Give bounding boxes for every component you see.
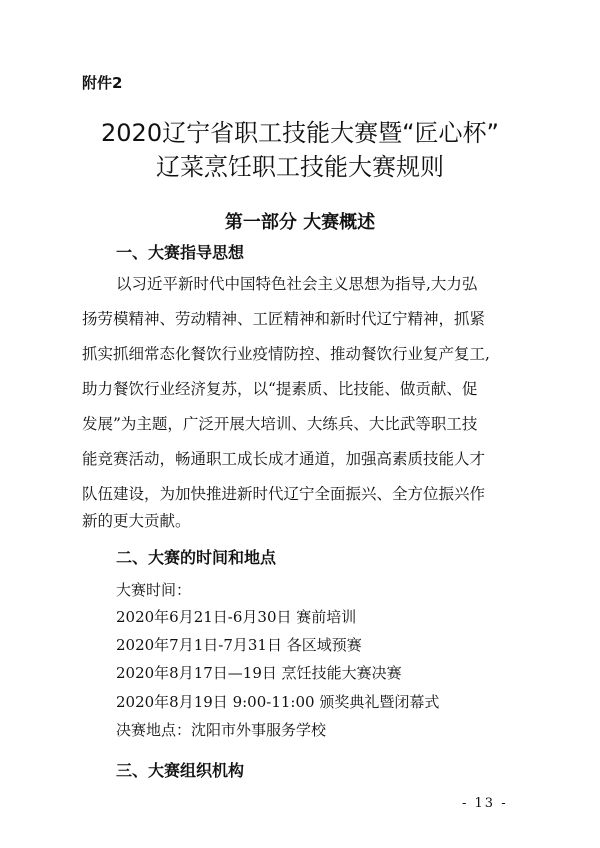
part-title: 第一部分 大赛概述 [224,212,376,233]
paragraph-line: 抓实抓细常态化餐饮行业疫情防控、推动餐饮行业复产复工, [82,345,490,363]
document-title-line-1: 2020辽宁省职工技能大赛暨“匠心杯” [101,119,499,147]
section-heading-time-and-place: 二、大赛的时间和地点 [116,548,277,567]
paragraph-line: 新的更大贡献。 [82,512,191,530]
schedule-item: 2020年8月19日 9:00-11:00 颁奖典礼暨闭幕式 [116,693,440,711]
schedule-item: 2020年8月17日—19日 烹饪技能大赛决赛 [116,664,402,682]
paragraph-line: 扬劳模精神、劳动精神、工匠精神和新时代辽宁精神，抓紧 [82,310,486,328]
paragraph-line: 以习近平新时代中国特色社会主义思想为指导,大力弘 [116,275,478,293]
paragraph-line: 发展”为主题，广泛开展大培训、大练兵、大比武等职工技 [82,415,478,433]
paragraph-line: 队伍建设，为加快推进新时代辽宁全面振兴、全方位振兴作 [82,485,486,503]
attachment-label: 附件2 [82,74,123,92]
venue-line: 决赛地点：沈阳市外事服务学校 [116,721,327,739]
schedule-item: 2020年6月21日-6月30日 赛前培训 [116,608,357,626]
page-number: - 13 - [462,796,508,811]
document-title-line-2: 辽菜烹饪职工技能大赛规则 [156,153,444,181]
section-heading-guiding-ideology: 一、大赛指导思想 [116,243,245,262]
section-heading-organization: 三、大赛组织机构 [116,761,245,780]
schedule-label: 大赛时间： [116,581,192,599]
schedule-item: 2020年7月1日-7月31日 各区域预赛 [116,636,362,654]
paragraph-line: 能竞赛活动，畅通职工成长成才通道，加强高素质技能人才 [82,450,486,468]
paragraph-line: 助力餐饮行业经济复苏，以“提素质、比技能、做贡献、促 [82,380,478,398]
